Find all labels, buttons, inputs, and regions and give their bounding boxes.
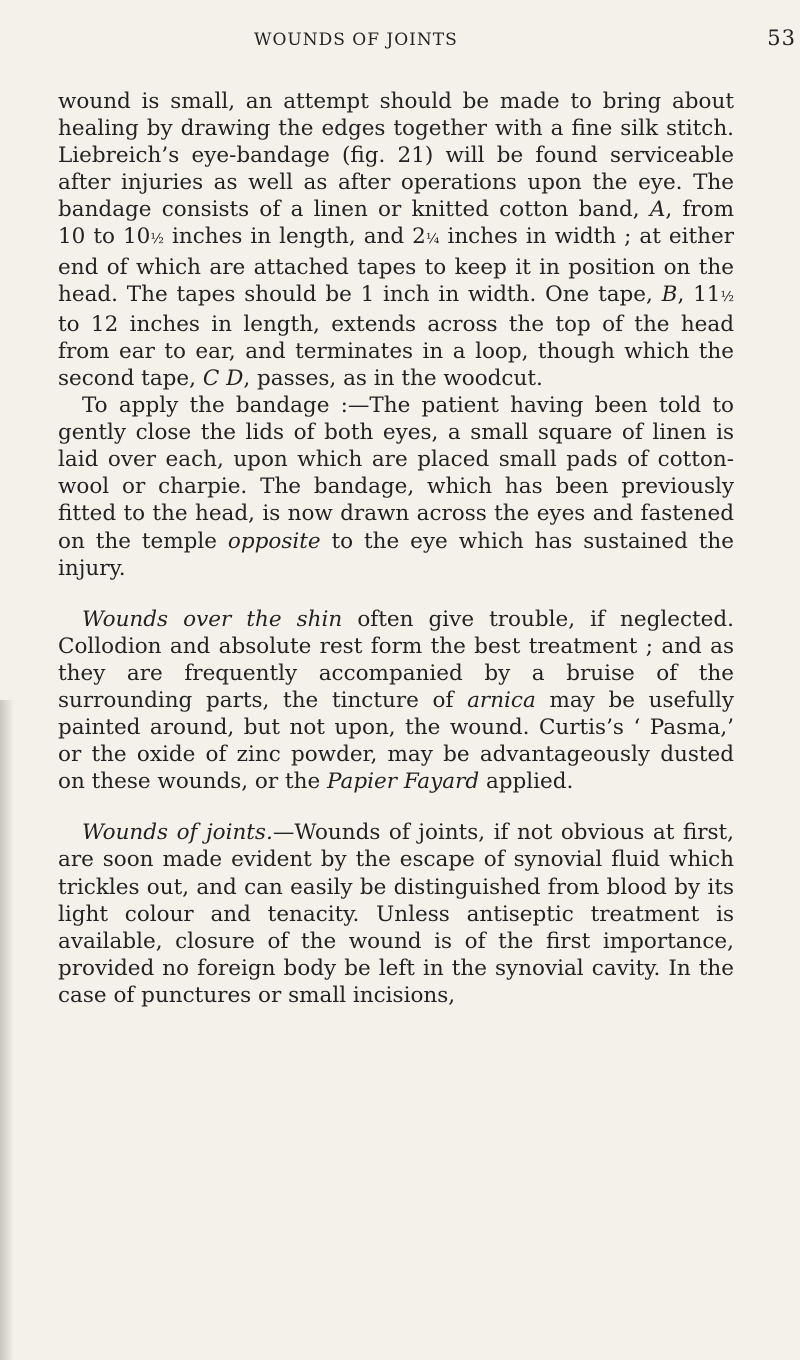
italic-label: C D: [202, 365, 244, 391]
italic-emphasis: arnica: [467, 687, 536, 713]
fraction: ½: [150, 231, 164, 248]
text-run: —Wounds of joints, if not obvious at first, are soon made evident by the escape of synovial fluid which trickles out, and can easily be distinguished from blood by its light colour and tenacity. Unless antiseptic treatment is available, closure of the wound is of the first importance, provided no foreign body be left in the synovial cavity. In the case of punctures or small incisions,: [58, 820, 734, 1008]
text-run: , 11: [677, 281, 721, 307]
italic-label: A: [649, 197, 666, 223]
text-run: applied.: [479, 769, 574, 795]
text-run: to 12 inches in length, extends across the top of the head from ear to ear, and terminates in a loop, though which the second tape,: [58, 311, 734, 391]
text-run: inches in length, and 2: [163, 224, 426, 250]
italic-emphasis: opposite: [227, 528, 321, 554]
page-header: [84, 24, 796, 64]
paragraph-shin-wounds: [58, 606, 734, 796]
paragraph-eye-bandage: [58, 88, 734, 392]
text-run: To apply the bandage :—The patient having been told to gently close the lids of both eyes, a small square of linen is laid over each, upon which are placed small pads of cotton-wool or charpie. The bandage, which has been previously fitted to the head, is now drawn across the eyes and fastened on the temple: [58, 393, 734, 554]
text-run: may be usefully painted around, but not upon, the wound. Curtis’s ‘ Pasma,’ or the oxide of zinc powder, may be advantageously dusted on these wounds, or the: [58, 687, 734, 795]
text-run: wound is small, an attempt should be made to bring about healing by drawing the edges together with a fine silk stitch. Liebreich’s eye-bandage (fig. 21) will be found serviceable after injuries as well as after operations upon the eye. The bandage consists of a linen or knitted cotton band,: [58, 89, 734, 223]
italic-heading: Wounds over the shin: [82, 606, 343, 632]
text-run: often give trouble, if neglected. Collodion and absolute rest form the best treatment ; and as they are frequently accompanied by a bruise of the surrounding parts, the tincture of: [58, 606, 734, 713]
paragraph-joint-wounds: [58, 819, 734, 1009]
text-run: inches in width ; at either end of which are attached tapes to keep it in position on the head. The tapes should be 1 inch in width. One tape,: [58, 224, 735, 307]
italic-heading: Wounds of joints.: [82, 820, 273, 846]
italic-emphasis: Papier Fayard: [327, 769, 480, 795]
text-run: , passes, as in the woodcut.: [243, 365, 543, 391]
running-title: WOUNDS OF JOINTS: [254, 30, 458, 50]
italic-label: B: [661, 281, 678, 307]
body-text: [58, 88, 734, 1009]
text-run: to the eye which has sustained the injury.: [58, 528, 734, 581]
page-number: 53: [767, 26, 796, 50]
text-run: , from 10 to 10: [58, 197, 734, 250]
page-edge-shadow: [0, 700, 14, 1360]
fraction: ½: [720, 288, 735, 305]
fraction: ¼: [425, 231, 440, 248]
paragraph-apply-bandage: [58, 392, 734, 582]
